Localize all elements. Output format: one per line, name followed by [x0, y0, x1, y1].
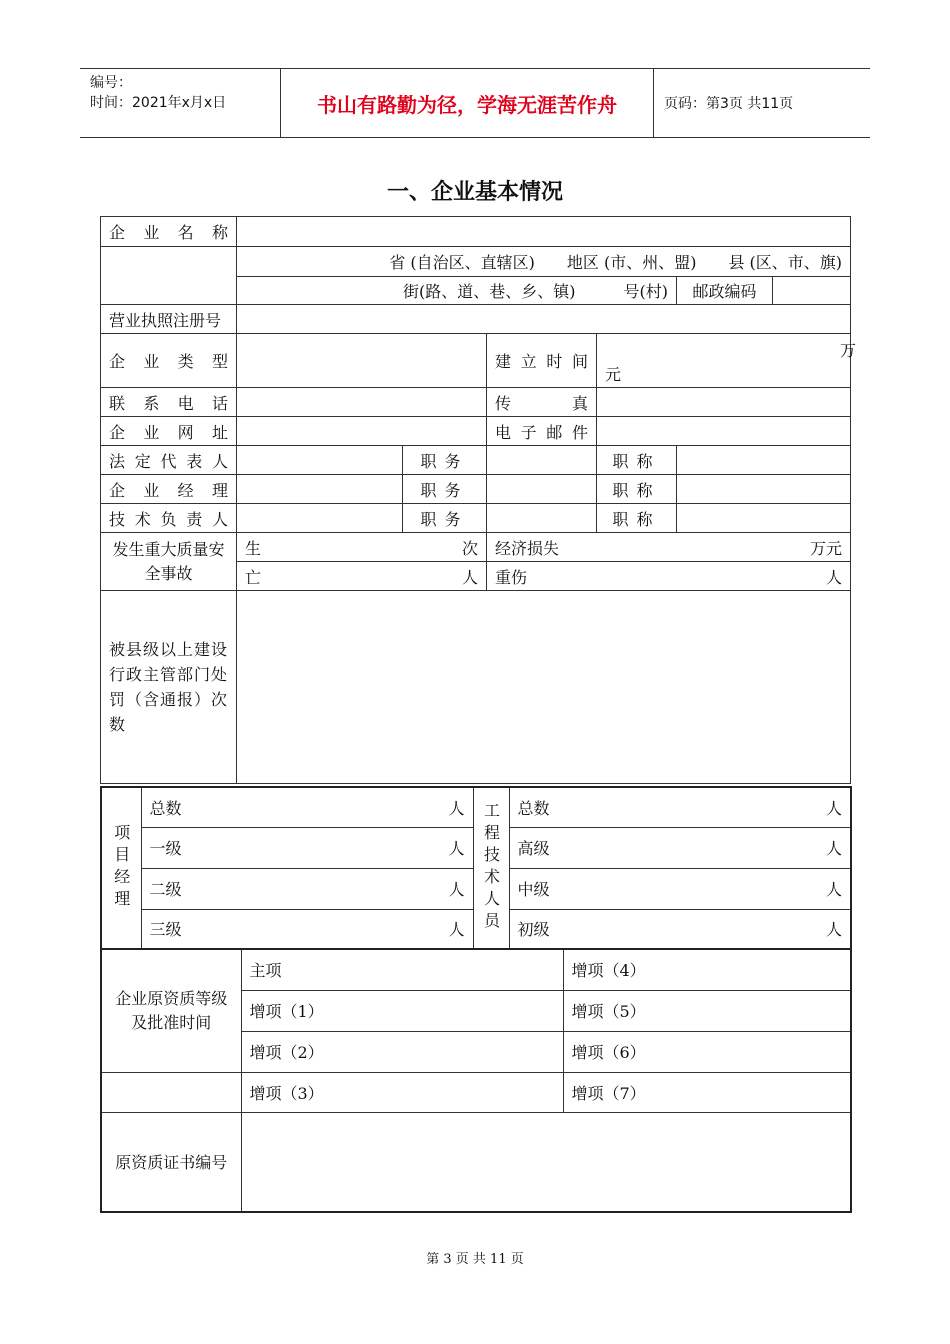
qual-add5[interactable]: 增项（5）: [563, 990, 851, 1031]
eng-senior-unit: 人: [825, 839, 842, 858]
company-name-field[interactable]: [237, 217, 851, 247]
number-label: 编号：: [90, 75, 132, 91]
pm-level2-cell[interactable]: [141, 868, 473, 909]
address-line2: 街(路、道、巷、乡、镇) 号(村): [237, 277, 677, 305]
qual-add6[interactable]: 增项（6）: [563, 1031, 851, 1072]
legal-rep-position-label: 职务: [403, 446, 487, 475]
email-label: 电子邮件: [487, 417, 597, 446]
pm-level1-label: 一级: [149, 839, 182, 858]
manager-title-label: 职称: [597, 475, 677, 504]
pm-level3-label: 三级: [149, 920, 182, 940]
manager-position-label: 职务: [403, 475, 487, 504]
email-field[interactable]: [597, 417, 851, 446]
legal-rep-label: 法定代表人: [101, 446, 237, 475]
eng-junior-unit: 人: [825, 920, 842, 940]
phone-label: 联系电话: [101, 388, 237, 417]
eng-senior-cell[interactable]: [509, 827, 851, 868]
company-type-field[interactable]: [237, 334, 487, 388]
pm-total-label: 总数: [149, 798, 182, 818]
times-unit: 次: [461, 538, 478, 558]
cert-no-label: 原资质证书编号: [101, 1112, 241, 1212]
tech-lead-title-field[interactable]: [677, 504, 851, 533]
injury-label: 重伤: [495, 567, 528, 587]
header-motto: 书山有路勤为径，学海无涯苦作舟: [281, 69, 654, 137]
postal-code-label: 邮政编码: [677, 277, 773, 305]
cert-no-field[interactable]: [241, 1112, 851, 1212]
penalty-label: 被县级以上建设行政主管部门处罚（含通报）次数: [101, 591, 237, 784]
capital-unit-wan: 万: [840, 341, 857, 360]
qualification-table: [100, 948, 852, 1213]
qual-add4[interactable]: 增项（4）: [563, 949, 851, 990]
legal-rep-title-label: 职称: [597, 446, 677, 475]
page-footer: 第 3 页 共 11 页: [426, 1252, 524, 1267]
eng-label: 工程技术人员: [481, 802, 501, 934]
injury-cell[interactable]: [487, 562, 851, 591]
injury-unit: 人: [826, 567, 843, 587]
eng-middle-cell[interactable]: [509, 868, 851, 909]
website-label: 企业网址: [101, 417, 237, 446]
qual-add7[interactable]: 增项（7）: [563, 1072, 851, 1112]
manager-field[interactable]: [237, 475, 403, 504]
fax-field[interactable]: [597, 388, 851, 417]
pm-level1-cell[interactable]: [141, 827, 473, 868]
header-meta: [80, 69, 281, 137]
eng-middle-unit: 人: [825, 880, 842, 899]
address-line1: 省 (自治区、直辖区) 地区 (市、州、盟) 县 (区、市、旗): [237, 247, 851, 277]
company-type-label: 企业类型: [101, 334, 237, 388]
eng-junior-cell[interactable]: [509, 909, 851, 949]
qual-blank-cell: [101, 1072, 241, 1112]
econ-loss-label: 经济损失: [495, 538, 560, 558]
legal-rep-field[interactable]: [237, 446, 403, 475]
eng-total-cell[interactable]: [509, 787, 851, 827]
eng-label-cell: [473, 787, 509, 949]
pm-total-cell[interactable]: [141, 787, 473, 827]
death-cell[interactable]: [237, 562, 487, 591]
qual-add3[interactable]: 增项（3）: [241, 1072, 563, 1112]
eng-junior-label: 初级: [517, 920, 550, 940]
pm-level3-cell[interactable]: [141, 909, 473, 949]
qual-label: 企业原资质等级及批准时间: [101, 949, 241, 1072]
legal-rep-position-field[interactable]: [487, 446, 597, 475]
accident-label: 发生重大质量安全事故: [101, 533, 237, 591]
tech-lead-title-label: 职称: [597, 504, 677, 533]
postal-code-field[interactable]: [773, 277, 851, 305]
eng-total-unit: 人: [825, 798, 842, 818]
wan-yuan-unit: 万元: [810, 538, 843, 558]
tech-lead-position-field[interactable]: [487, 504, 597, 533]
section-title: 一、企业基本情况: [386, 179, 563, 205]
license-field[interactable]: [237, 305, 851, 334]
accident-occur-cell[interactable]: [237, 533, 487, 562]
pm-level2-unit: 人: [448, 880, 465, 899]
tech-lead-label: 技术负责人: [101, 504, 237, 533]
staff-table: [100, 786, 852, 950]
eng-total-label: 总数: [517, 798, 550, 818]
pm-level1-unit: 人: [448, 839, 465, 858]
time-label: 时间：2021年x月x日: [90, 95, 227, 111]
penalty-field[interactable]: [237, 591, 851, 784]
address-label-cell: [101, 247, 237, 305]
pm-level2-label: 二级: [149, 880, 182, 899]
basic-info-table: [100, 216, 857, 784]
eng-middle-label: 中级: [517, 880, 550, 899]
occur-label: 生: [245, 538, 262, 558]
fax-label: 传真: [487, 388, 597, 417]
qual-add2[interactable]: 增项（2）: [241, 1031, 563, 1072]
death-unit: 人: [461, 567, 478, 587]
founded-label: 建立时间: [487, 334, 597, 388]
death-label: 亡: [245, 567, 262, 587]
capital-unit-yuan: 元: [605, 365, 622, 384]
phone-field[interactable]: [237, 388, 487, 417]
pm-label-cell: [101, 787, 141, 949]
manager-title-field[interactable]: [677, 475, 851, 504]
page-header: [80, 68, 870, 138]
company-name-label: 企业名称: [101, 217, 237, 247]
tech-lead-field[interactable]: [237, 504, 403, 533]
eng-senior-label: 高级: [517, 839, 550, 858]
website-field[interactable]: [237, 417, 487, 446]
license-label: 营业执照注册号: [101, 305, 237, 334]
manager-position-field[interactable]: [487, 475, 597, 504]
pm-total-unit: 人: [448, 798, 465, 818]
econ-loss-cell[interactable]: [487, 533, 851, 562]
pm-label: 项目经理: [111, 824, 131, 912]
pm-level3-unit: 人: [448, 920, 465, 940]
legal-rep-title-field[interactable]: [677, 446, 851, 475]
tech-lead-position-label: 职务: [403, 504, 487, 533]
qual-main[interactable]: 主项: [241, 949, 563, 990]
qual-add1[interactable]: 增项（1）: [241, 990, 563, 1031]
founded-field[interactable]: [597, 334, 857, 388]
header-page-info: 页码：第3页 共11页: [664, 96, 794, 112]
manager-label: 企业经理: [101, 475, 237, 504]
